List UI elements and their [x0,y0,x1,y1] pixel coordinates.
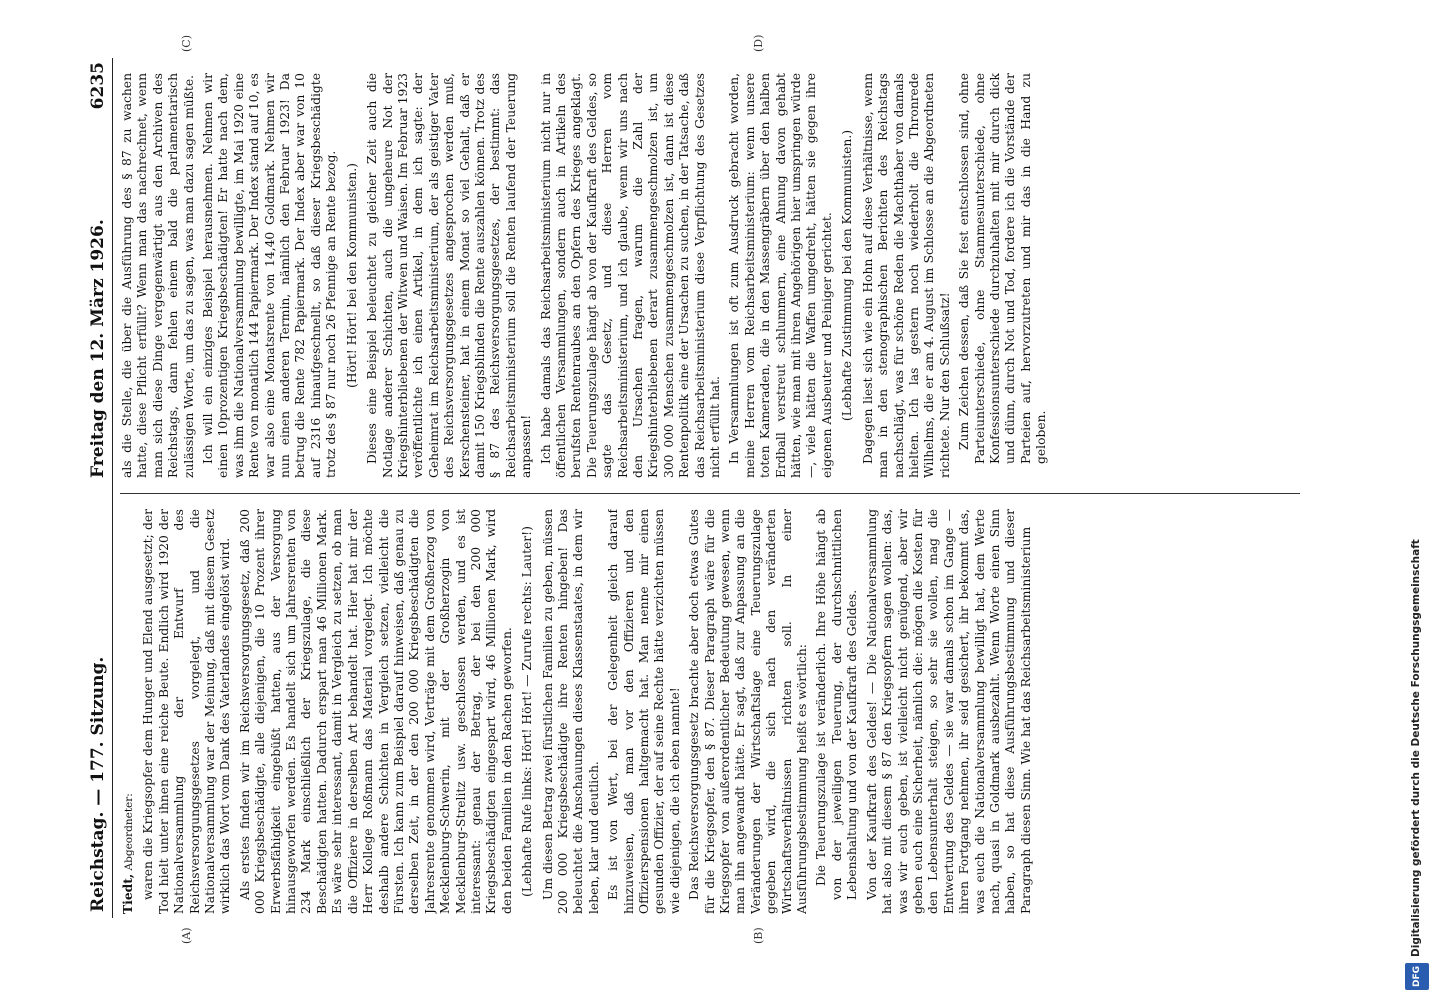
running-head-date: Freitag den 12. März 1926. [88,219,108,478]
funding-stamp [1404,10,1428,990]
interjection: (Lebhafte Rufe links: Hört! Hört! — Zurufe rechts: Lauter!) [520,526,535,897]
paragraph: Ich habe damals das Reichsarbeitsministerium nicht nur in öffentlichen Versammlungen, sondern auch in Artikeln des berufsten Rentenraubes an den Opfern des Krieges angeklagt. Die Teuerungszulage hängt ab von der Kaufkraft des Geldes, so sagte das Gesetz, und diese Herren vom Reichsarbeitsministerium, und ich glaube, wenn wir uns nach den Ursachen fragen, warum die Zahl der Kriegshinterbliebenen derart zusammengeschmolzen ist, um 300 000 Menschen zusammengeschmolzen ist, dann ist diese Rentenpolitik eine der Ursachen zu suchen, in der Tatsache, daß das Reichsarbeitsministerium diese Verpflichtung des Gesetzes nicht erfüllt hat. [538,73,723,478]
paragraph: Ich will ein einziges Beispiel herausnehmen. Nehmen wir einen 10prozentigen Kriegsbeschädigten! Er hatte nach dem, was ihm die Nationalversammlung bewilligte, im Mai 1920 eine Rente von monatlich 144 Papiermark. Der Index stand auf 10, es war also eine Monatsrente von 14,40 Goldmark. Nehmen wir nun einen anderen Termin, nämlich den Februar 1923! Da betrug die Rente 782 Papiermark. Der Index aber war von 10 auf 2316 hinaufgeschnellt, so daß dieser Kriegsbeschädigte trotz des § 87 nur noch 26 Pfennige an Rente bezog. [201,73,339,478]
dfg-logo: DFG [1405,963,1429,990]
left-column [120,509,1300,914]
document-page [84,34,1314,944]
column-divider [120,493,1300,494]
interjection: (Hört! Hört! bei den Kommunisten.) [344,163,359,388]
paragraph: waren die Kriegsopfer dem Hunger und Elend ausgesetzt; der Tod hielt unter ihnen eine reiche Beute. Endlich wird 1920 der Nationalversammlung der Entwurf des Reichsversorgungsgesetzes vorgelegt, und die Nationalversammlung war der Meinung, daß mit diesem Gesetz wirklich das Wort vom Dank des Vaterlandes eingelöst wird. [141,509,233,914]
margin-marker-c: (C) [180,35,193,52]
paragraph: als die Stelle, die über die Ausführung des § 87 zu wachen hatte, diese Pflicht erfüllt? Wenn man das nachrechnet, wenn man sich diese Dinge vergegenwärtigt aus den Archiven des Reichstags, dann fehlen einem bald die parlamentarisch zulässigen Worte, um das zu sagen, was man dazu sagen müßte. [120,73,196,478]
paragraph: Von der Kaufkraft des Geldes! — Die Nationalversammlung hat also mit diesem § 87 den Kriegsopfern sagen wollen: das, was wir euch geben, ist vielleicht nicht genügend, aber wir geben euch eine Sicherheit, nämlich die: mögen die Kosten für den Lebensunterhalt steigen, so sehr sie wollen, mag die Entwertung des Geldes — sie war damals schon im Gange — ihren Fortgang nehmen, ihr seid gesichert, ihr bekommt das, was euch die Nationalversammlung bewilligt hat, dem Werte nach, quasi in Goldmark ausbezahlt. Wenn Worte einen Sinn haben, so hat diese Ausführungsbestimmung und dieser Paragraph diesen Sinn. Wie hat das Reichsarbeitsministerium [864,509,1033,914]
margin-marker-d: (D) [752,34,765,52]
quotation: Die Teuerungszulage ist veränderlich. Ihre Höhe hängt ab von der jeweiligen Teuerung, der durchschnittlichen Lebenshaltung und von der Kaufkraft des Geldes. [814,509,860,900]
paragraph: Als erstes finden wir im Reichsversorgungsgesetz, daß 200 000 Kriegsbeschädigte, alle diejenigen, die 10 Prozent ihrer Erwerbsfähigkeit eingebüßt hatten, aus der Versorgung hinausgeworfen werden. Es handelt sich um Jahresrenten von 234 Mark einschließlich der Kriegszulage, die diese Beschädigten hatten. Dadurch erspart man 46 Millionen Mark. Es wäre sehr interessant, damit in Vergleich zu setzen, ob man die Offiziere in derselben Art behandelt hat. Hier hat mir der Herr Kollege Roßmann das Material vorgelegt. Ich möchte deshalb andere Schichten in Vergleich setzen, vielleicht die Fürsten. Ich kann zum Beispiel darauf hinweisen, daß genau zu derselben Zeit, in der den 200 000 Kriegsbeschädigten die Jahresrente genommen wird, Verträge mit dem Großherzog von Mecklenburg-Schwerin, mit der Großherzogin von Mecklenburg-Strelitz usw. geschlossen werden, und es ist interessant: genau der Betrag, der bei den 200 000 Kriegsbeschädigten eingespart wird, 46 Millionen Mark, wird den beiden Familien in den Rachen geworfen. [237,509,514,914]
right-column [120,73,1300,478]
margin-marker-b: (B) [752,927,765,944]
paragraph: Es ist von Wert, bei der Gelegenheit gleich darauf hinzuweisen, daß man vor den Offizieren und den Offizierspensionen haltgemacht hat. Man nenne mir einen gesunden Offizier, der auf seine Rechte hätte verzichten müssen wie diejenigen, die ich eben nannte! [606,509,682,914]
running-head-left: Reichstag. — 177. Sitzung. [88,656,108,912]
margin-marker-a: (A) [180,927,193,944]
paragraph: Um diesen Betrag zwei fürstlichen Familien zu geben, müssen 200 000 Kriegsbeschädigte ihre Renten hingeben! Das beleuchtet die Anschauungen dieses Klassenstaates, in dem wir leben, klar und deutlich. [540,509,601,914]
quotation: Zum Zeichen dessen, daß Sie fest entschlossen sind, ohne Parteiunterschiede, ohne Stammesunterschiede, ohne Konfessionsunterschiede durchzuhalten mit mir durch dick und dünn, durch Not und Tod, fordere ich die Vorstände der Parteien auf, hervorzutreten und mir das in die Hand zu geloben. [957,73,1049,464]
speaker-line [120,509,137,914]
paragraph: Dieses eine Beispiel beleuchtet zu gleicher Zeit auch die Notlage anderer Schichten, auch die ungeheure Not der Kriegshinterbliebenen der Witwen und Waisen. Im Februar 1923 veröffentlichte ich einen Artikel, in dem ich sagte: der Geheimrat im Reichsarbeitsministerium, der als geistiger Vater des Reichsversorgungsgesetzes angesprochen werden muß, Kerschensteiner, hat in einem Monat so viel Gehalt, daß er damit 150 Kriegsblinden die Rente auszahlen können. Trotz des § 87 des Reichsversorgungsgesetzes, der bestimmt: das Reichsarbeitsministerium soll die Renten laufend der Teuerung anpassen! [365,73,534,478]
speaker-role: Abgeordneter: [123,793,135,874]
funding-note: Digitalisierung gefördert durch die Deutsche Forschungsgemeinschaft [1410,539,1422,957]
speaker-name: Tiedt, [120,873,135,914]
paragraph: Das Reichsversorgungsgesetz brachte aber doch etwas Gutes für die Kriegsopfer, den § 87. Dieser Paragraph wäre für die Kriegsopfer von außerordentlicher Bedeutung gewesen, wenn man ihn angewandt hätte. Er sagt, daß zur Anpassung an die Veränderungen der Wirtschaftslage eine Teuerungszulage gegeben wird, die sich nach den veränderten Wirtschaftsverhältnissen richten soll. In einer Ausführungsbestimmung heißt es wörtlich: [687,509,810,914]
page-number: 6235 [88,62,108,110]
funding-stamp-text [1404,10,1428,990]
interjection: (Lebhafte Zustimmung bei den Kommunisten.) [840,129,855,422]
running-head [84,58,113,918]
paragraph: In Versammlungen ist oft zum Ausdruck gebracht worden, meine Herren vom Reichsarbeitsministerium: wenn unsere toten Kameraden, die in den Massengräbern über den halben Erdball verstreut schlummern, eine Ahnung davon gehabt hätten, wie man mit ihren Angehörigen hier umspringen würde —, viele hätten die Waffen umgedreht, hätten sie gegen ihre eigenen Ausbeuter und Peiniger gerichtet. [727,73,834,478]
paragraph: Dagegen liest sich wie ein Hohn auf diese Verhältnisse, wenn man in den stenographischen Berichten des Reichstags nachschlägt, was für schöne Reden die Machthaber von damals hielten. Ich las gestern noch wiederholt die Thronrede Wilhelms, die er am 4. August im Schlosse an die Abgeordneten richtete. Nur den Schlußsatz! [860,73,952,478]
